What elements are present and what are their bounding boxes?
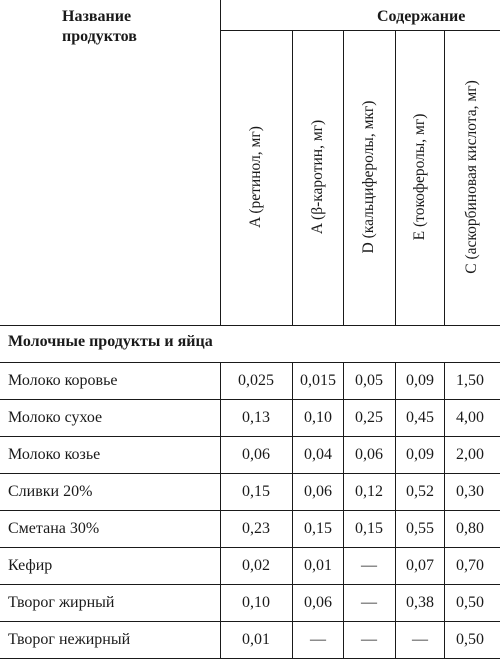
row-value: — [412,631,428,648]
rule-col-name [220,0,221,326]
row-product-name: Сметана 30% [8,520,100,537]
row-value: 0,07 [406,557,434,574]
row-value: 0,80 [456,520,484,537]
rule-row [0,658,500,659]
row-value: 0,45 [406,409,434,426]
row-value: — [361,594,377,611]
row-product-name: Молоко сухое [8,409,103,426]
rule-col [292,362,293,659]
row-value: 0,10 [242,594,270,611]
row-value: 0,38 [406,594,434,611]
row-value: 0,06 [304,483,332,500]
row-value: 0,25 [355,409,383,426]
row-product-name: Творог нежирный [8,631,131,648]
row-value: 0,02 [242,557,270,574]
header-col-tocopherol: E (токоферолы, мг) [411,113,428,241]
row-value: 0,52 [406,483,434,500]
row-value: 0,15 [355,520,383,537]
row-value: — [361,557,377,574]
row-value: 0,30 [456,483,484,500]
row-value: 0,55 [406,520,434,537]
row-value: 0,13 [242,409,270,426]
rule-section [0,362,500,363]
row-value: 0,09 [406,372,434,389]
row-value: 0,70 [456,557,484,574]
header-product-name: Название продуктов [62,8,137,45]
row-value: 0,23 [242,520,270,537]
row-value: 0,50 [456,594,484,611]
rule-col [292,30,293,326]
rule-row [0,510,500,511]
row-value: — [310,631,326,648]
row-value: 0,04 [304,446,332,463]
rule-row [0,473,500,474]
row-value: 0,025 [238,372,274,389]
rule-row [0,436,500,437]
rule-row [0,547,500,548]
row-product-name: Сливки 20% [8,483,93,500]
section-heading: Молочные продукты и яйца [8,333,213,350]
header-content-group: Содержание [377,8,466,25]
rule-row [0,621,500,622]
row-product-name: Молоко козье [8,446,101,463]
rule-row [0,399,500,400]
rule-col [395,362,396,659]
row-value: 0,015 [300,372,336,389]
row-value: — [361,631,377,648]
row-value: 2,00 [456,446,484,463]
row-value: 0,01 [304,557,332,574]
header-col-calciferol: D (кальциферолы, мкг) [360,100,377,254]
rule-col [444,362,445,659]
header-col-ascorbic: C (аскорбиновая кислота, мг) [463,80,480,274]
row-value: 0,50 [456,631,484,648]
row-value: 0,06 [355,446,383,463]
rule-col [395,30,396,326]
row-value: 0,06 [304,594,332,611]
rule-header-bottom [0,325,500,326]
rule-col [343,30,344,326]
rule-col [343,362,344,659]
rule-subheader [220,30,500,31]
header-col-carotene: A (β-каротин, мг) [309,119,326,235]
row-value: 0,01 [242,631,270,648]
row-value: 0,09 [406,446,434,463]
row-value: 0,12 [355,483,383,500]
row-value: 0,10 [304,409,332,426]
row-value: 0,15 [304,520,332,537]
row-product-name: Молоко коровье [8,372,118,389]
row-value: 4,00 [456,409,484,426]
row-value: 1,50 [456,372,484,389]
rule-col-name [220,362,221,659]
row-product-name: Творог жирный [8,594,115,611]
row-value: 0,15 [242,483,270,500]
rule-row [0,584,500,585]
row-value: 0,06 [242,446,270,463]
header-col-retinol: A (ретинол, мг) [247,126,264,228]
rule-col [444,30,445,326]
row-value: 0,05 [355,372,383,389]
row-product-name: Кефир [8,557,53,574]
